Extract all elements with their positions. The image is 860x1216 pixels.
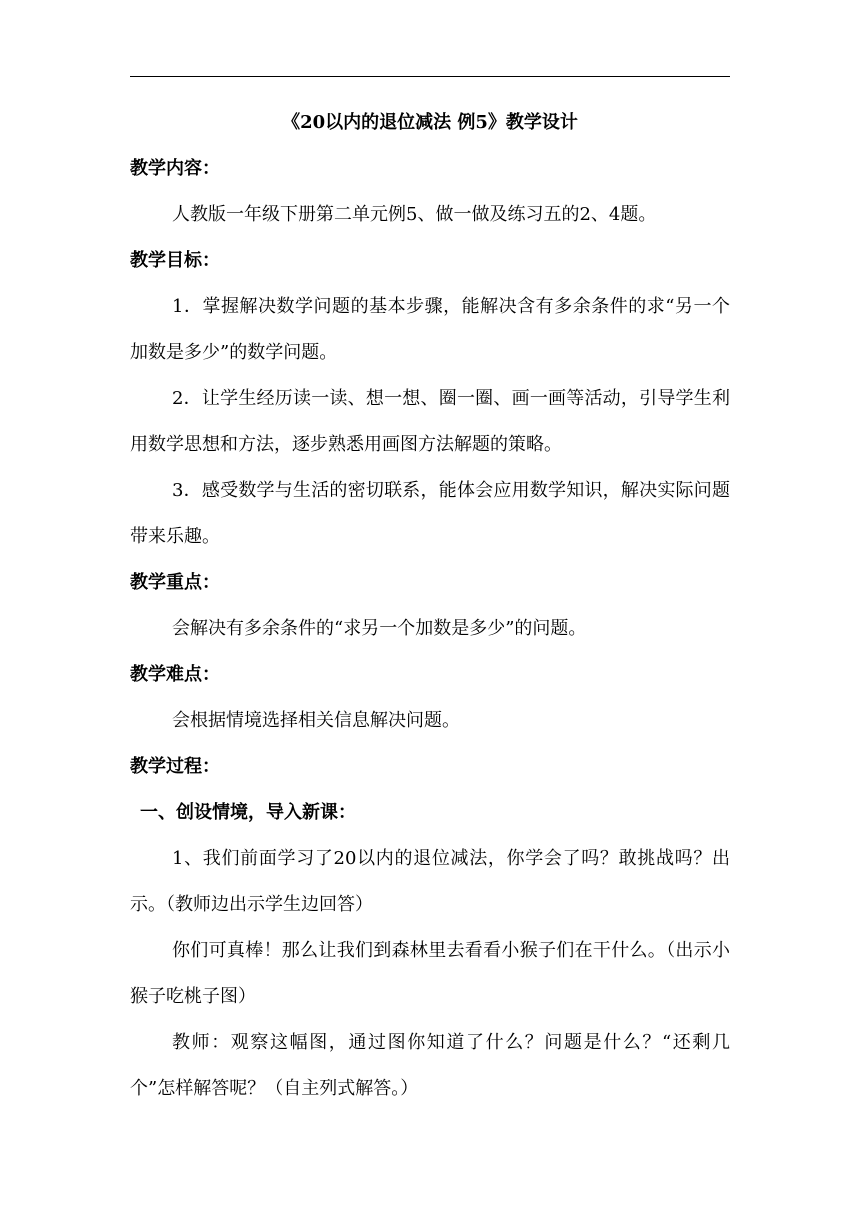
content-heading: 教学内容： [130,158,220,179]
key-heading: 教学重点： [130,572,220,593]
document-title: 《20以内的退位减法 例5》教学设计 [282,112,578,133]
goal-2: 2．让学生经历读一读、想一想、圈一圈、画一画等活动，引导学生利用数学思想和方法，逐步熟悉用画图方法解题的策略。 [130,388,730,455]
content-text: 人教版一年级下册第二单元例5、做一做及练习五的2、4题。 [172,204,657,225]
difficulty-text: 会根据情境选择相关信息解决问题。 [172,710,460,731]
step-1-paragraph-3: 教师：观察这幅图，通过图你知道了什么？问题是什么？“还剩几个”怎样解答呢？（自主列式解答。） [130,1032,730,1099]
goal-1: 1．掌握解决数学问题的基本步骤，能解决含有多余条件的求“另一个加数是多少”的数学问题。 [130,296,730,363]
difficulty-heading: 教学难点： [130,664,220,685]
document-body [130,100,730,1112]
header-rule [130,76,730,77]
goal-3: 3．感受数学与生活的密切联系，能体会应用数学知识，解决实际问题带来乐趣。 [130,480,730,547]
goals-heading: 教学目标： [130,250,220,271]
step-1-paragraph-2: 你们可真棒！那么让我们到森林里去看看小猴子们在干什么。（出示小猴子吃桃子图） [130,940,730,1007]
step-1-heading: 一、创设情境，导入新课： [140,802,356,823]
key-text: 会解决有多余条件的“求另一个加数是多少”的问题。 [172,618,587,639]
process-heading: 教学过程： [130,756,220,777]
step-1-paragraph-1: 1、我们前面学习了20以内的退位减法，你学会了吗？敢挑战吗？出示。（教师边出示学生边回答） [130,848,730,915]
